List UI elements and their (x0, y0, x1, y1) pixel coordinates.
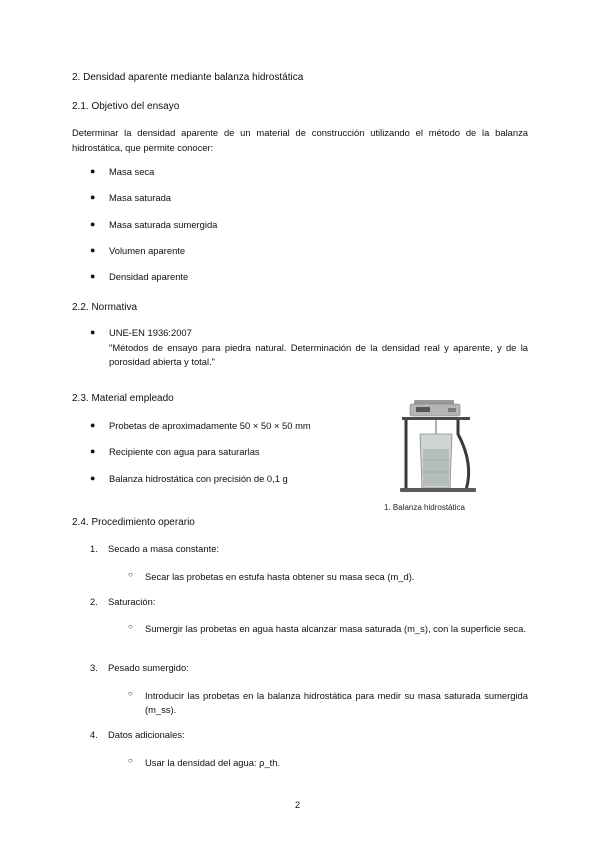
standard-description: "Métodos de ensayo para piedra natural. Determinación de la densidad real y aparente, y de la porosidad abierta y total." (109, 342, 528, 367)
bullet-icon: ● (90, 245, 96, 255)
bullet-icon: ● (90, 219, 96, 229)
circle-bullet-icon: ○ (128, 756, 133, 765)
circle-bullet-icon: ○ (128, 570, 133, 579)
bullet-icon: ● (90, 473, 96, 483)
circle-bullet-icon: ○ (128, 622, 133, 631)
section-title: 2. Densidad aparente mediante balanza hidrostática (72, 72, 304, 83)
objective-intro: Determinar la densidad aparente de un material de construcción utilizando el método de la balanza hidrostática, que permite conocer: (72, 127, 528, 153)
materials-heading: 2.3. Material empleado (72, 393, 174, 404)
bullet-icon: ● (90, 166, 96, 176)
standard-heading: 2.2. Normativa (72, 302, 138, 313)
figure-caption: 1. Balanza hidrostática (384, 503, 465, 512)
page-number: 2 (295, 800, 301, 810)
bullet-icon: ● (90, 271, 96, 281)
procedure-heading: 2.4. Procedimiento operario (72, 517, 195, 528)
circle-bullet-icon: ○ (128, 689, 133, 698)
bullet-icon: ● (90, 446, 96, 456)
bullet-icon: ● (90, 327, 96, 337)
bullet-icon: ● (90, 192, 96, 202)
bullet-icon: ● (90, 420, 96, 430)
objective-heading: 2.1. Objetivo del ensayo (72, 101, 180, 112)
hydrostatic-balance-image (396, 394, 480, 498)
